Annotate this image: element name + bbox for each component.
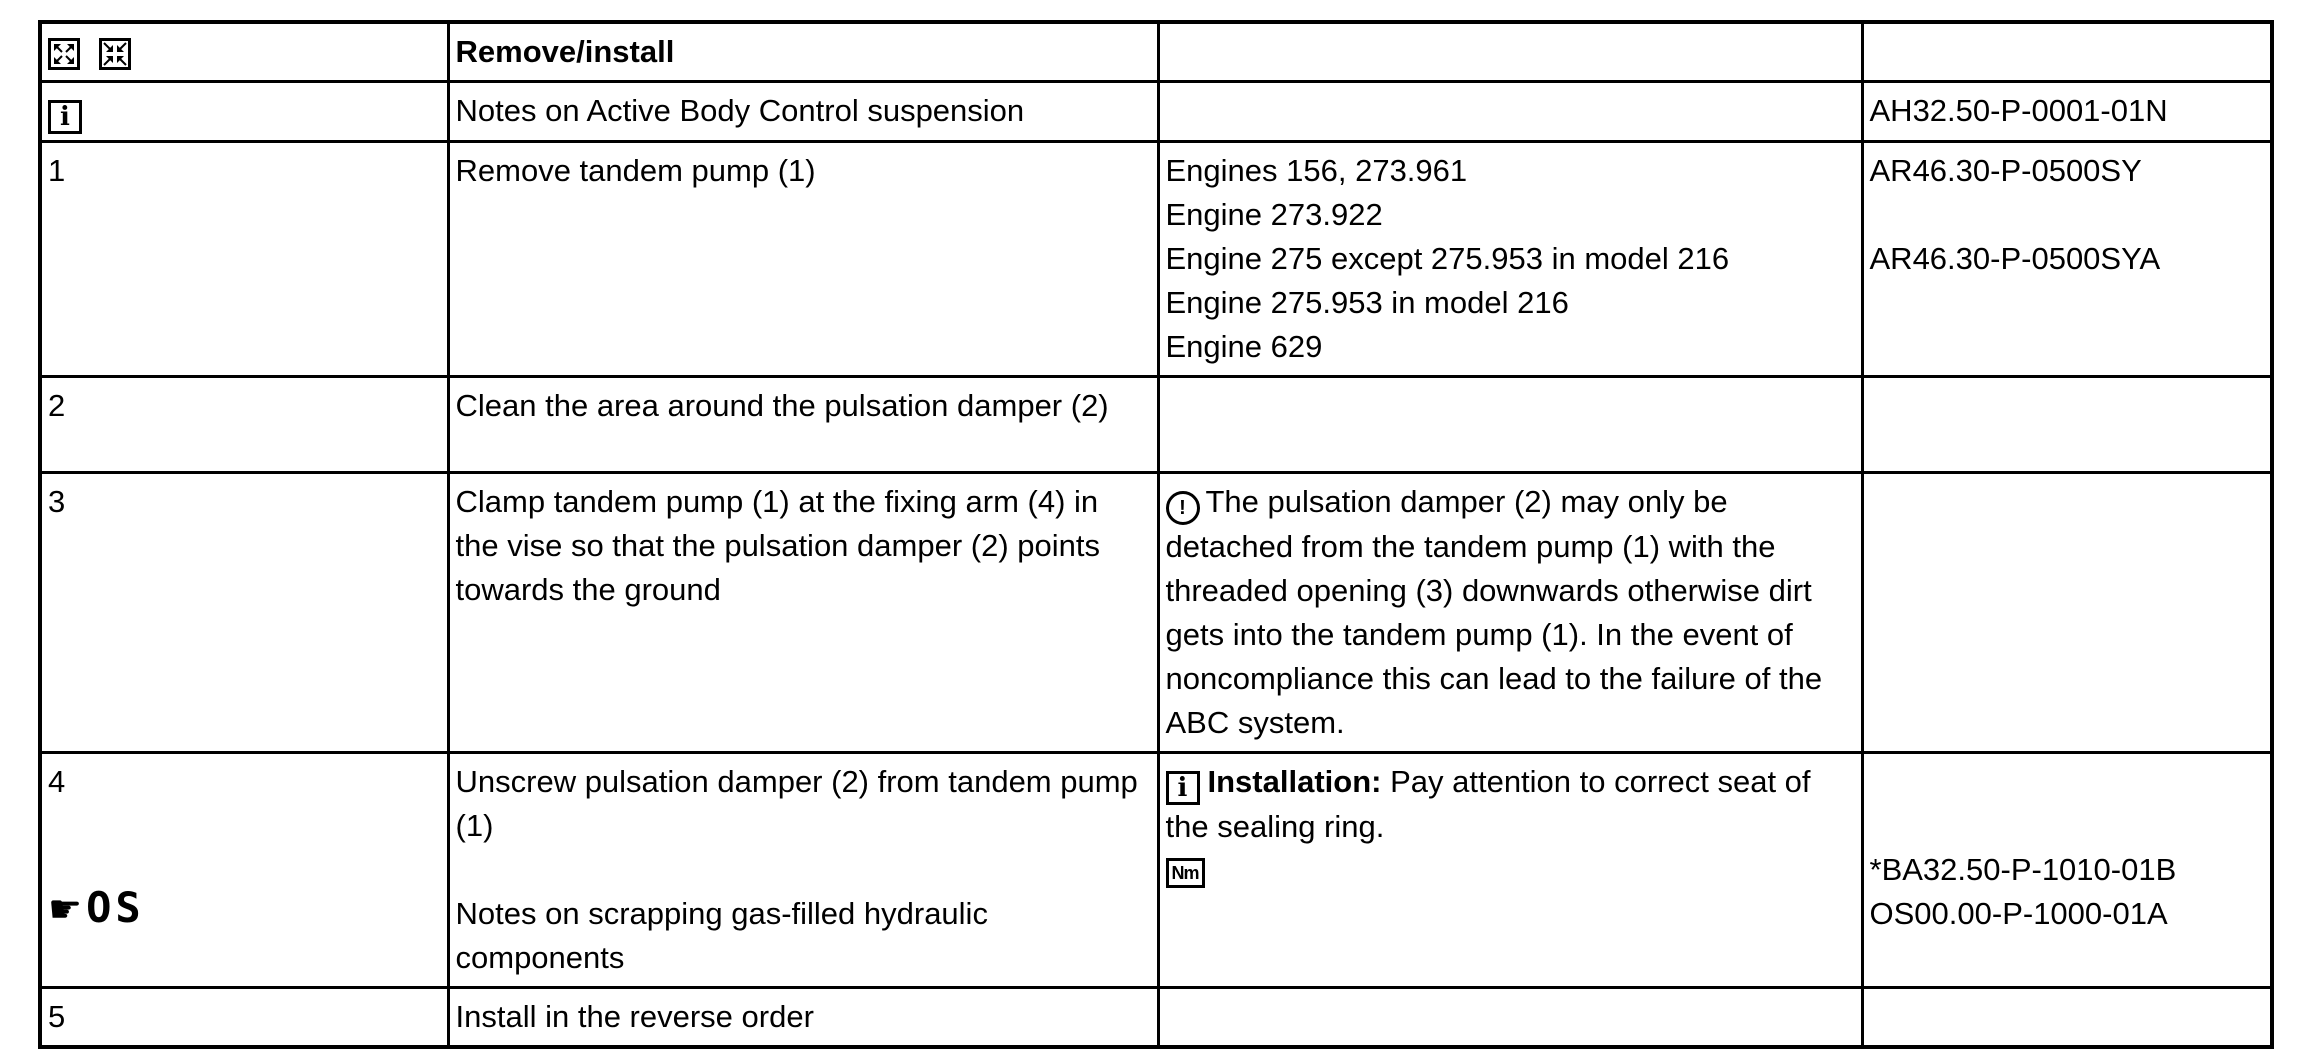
header-empty-cell: [1158, 22, 1862, 82]
procedure-table: [38, 20, 2274, 1049]
header-icons-cell: [40, 22, 448, 82]
info-icon[interactable]: i: [1166, 771, 1200, 805]
step-text: Install in the reverse order: [448, 988, 1158, 1048]
step-refs: [1862, 753, 2272, 988]
step-number: 1: [40, 142, 448, 377]
condition-line: Engine 629: [1165, 329, 1323, 364]
step-installation: [1158, 753, 1862, 988]
step-empty-cell: [1862, 988, 2272, 1048]
step-text: Clamp tandem pump (1) at the fixing arm (4) in the vise so that the pulsation damper (2) points towards the ground: [448, 473, 1158, 753]
step-number: 3: [40, 473, 448, 753]
torque-nm-icon[interactable]: Nm: [1166, 858, 1205, 888]
ref-link[interactable]: *BA32.50-P-1010-01B: [1869, 852, 2177, 887]
step-number: 2: [40, 377, 448, 473]
condition-line: Engine 273.922: [1165, 197, 1383, 232]
ref-link[interactable]: AR46.30-P-0500SY: [1869, 153, 2142, 188]
step-row-4: [40, 753, 2272, 988]
ref-link[interactable]: AR46.30-P-0500SYA: [1869, 241, 2161, 276]
warning-text: The pulsation damper (2) may only be detached from the tandem pump (1) with the threaded opening (3) downwards otherwise dirt gets into the tandem pump (1). In the event of noncompliance this can lead to the failure of the ABC system.: [1165, 484, 1823, 740]
installation-label: Installation:: [1207, 764, 1382, 799]
step-row-5: [40, 988, 2272, 1048]
header-empty-cell: [1862, 22, 2272, 82]
step-number-cell: [40, 753, 448, 988]
scrap-os-link[interactable]: ☛OS: [48, 883, 145, 932]
step-empty-cell: [1158, 377, 1862, 473]
condition-line: Engine 275.953 in model 216: [1165, 285, 1569, 320]
notes-row: [40, 82, 2272, 142]
ref-link[interactable]: OS00.00-P-1000-01A: [1869, 896, 2168, 931]
header-row: [40, 22, 2272, 82]
step-row-1: [40, 142, 2272, 377]
step-number: 4: [48, 764, 66, 799]
step-row-2: [40, 377, 2272, 473]
condition-line: Engines 156, 273.961: [1165, 153, 1468, 188]
notes-ref-link[interactable]: AH32.50-P-0001-01N: [1862, 82, 2272, 142]
installation-text: Pay attention to correct seat of the sealing ring.: [1165, 764, 1811, 844]
warning-icon: !: [1166, 491, 1200, 525]
notes-text: Notes on Active Body Control suspension: [448, 82, 1158, 142]
notes-empty-cell: [1158, 82, 1862, 142]
step-row-3: [40, 473, 2272, 753]
scrap-text: Notes on scrapping gas-filled hydraulic components: [455, 896, 988, 975]
condition-line: Engine 275 except 275.953 in model 216: [1165, 241, 1730, 276]
step-text: Clean the area around the pulsation damper (2): [448, 377, 1158, 473]
step-empty-cell: [1158, 988, 1862, 1048]
step-conditions: [1158, 142, 1862, 377]
step-empty-cell: [1862, 473, 2272, 753]
step-number: 5: [40, 988, 448, 1048]
expand-all-icon[interactable]: [48, 38, 80, 70]
step-text: Remove tandem pump (1): [448, 142, 1158, 377]
step-empty-cell: [1862, 377, 2272, 473]
header-title: Remove/install: [448, 22, 1158, 82]
step-text-cell: [448, 753, 1158, 988]
step-refs: [1862, 142, 2272, 377]
info-icon[interactable]: i: [48, 100, 82, 134]
collapse-all-icon[interactable]: [99, 38, 131, 70]
notes-icon-cell: [40, 82, 448, 142]
step-warning: [1158, 473, 1862, 753]
step-text: Unscrew pulsation damper (2) from tandem pump (1): [455, 764, 1138, 843]
pointing-hand-icon: ☛: [48, 889, 83, 931]
